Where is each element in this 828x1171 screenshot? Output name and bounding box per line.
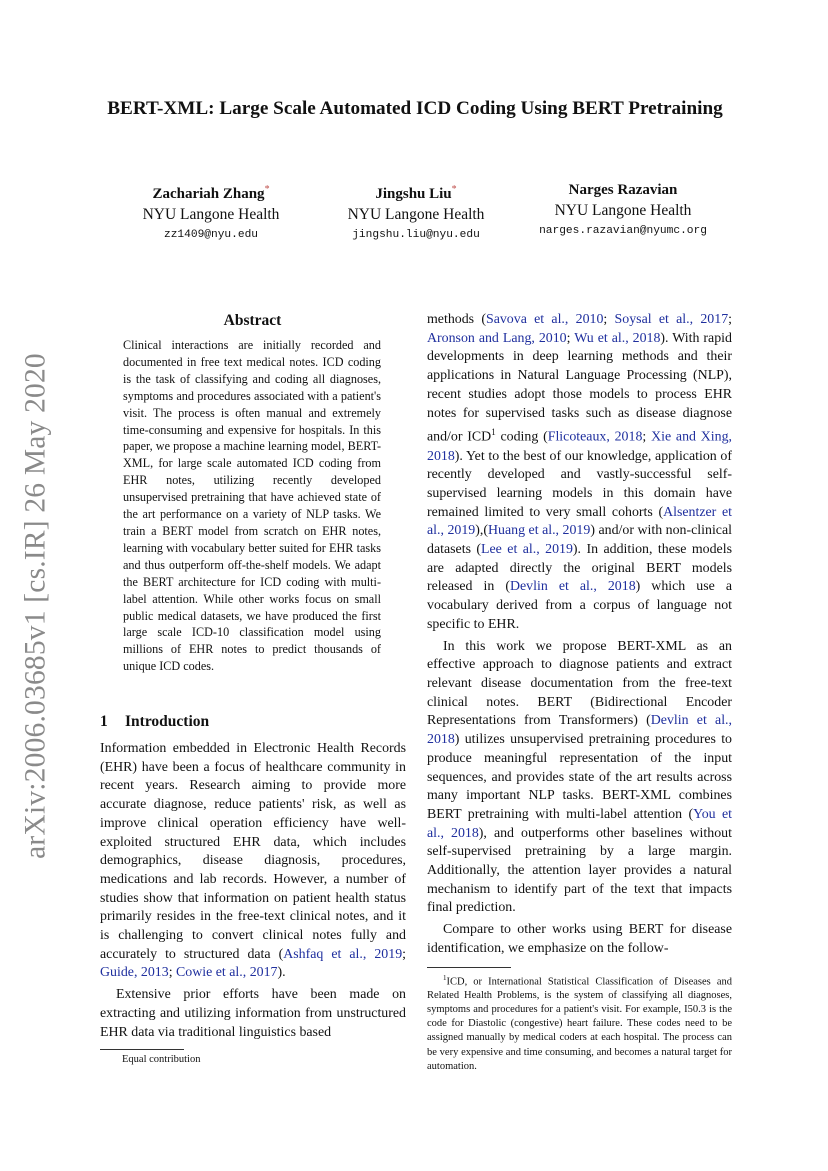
- author-3: [518, 180, 728, 241]
- footnote-rule: [100, 1049, 184, 1050]
- author-email[interactable]: zz1409@nyu.edu: [164, 229, 258, 241]
- equal-contribution-mark: *: [264, 184, 270, 195]
- abstract-text: Clinical interactions are initially recorded and documented in free text medical notes. ICD coding is the task of classifying and coding all diagnoses, symptoms and procedures associated with a patient's visit. The process is often manual and extremely time-consuming and expensive for hospitals. In this paper, we propose a machine learning model, BERT-XML, for large scale automated ICD coding from EHR notes, utilizing recently developed unsupervised pretraining that have achieved state of the art performance on a variety of NLP tasks. We train a BERT model from scratch on EHR notes, learning with vocabulary better suited for EHR tasks and thus outperform off-the-shelf models. We adapt the BERT architecture for ICD coding with multi-label attention. While other works focus on small public medical datasets, we have produced the first large scale ICD-10 classification model using millions of EHR notes to predict thousands of unique ICD codes.: [123, 338, 381, 674]
- citation-link[interactable]: Devlin et al., 2018: [509, 579, 636, 595]
- author-name: Jingshu Liu: [375, 186, 452, 202]
- citation-link[interactable]: Savova et al., 2010: [485, 312, 604, 327]
- section-heading-introduction: [100, 713, 209, 731]
- author-affiliation: NYU Langone Health: [142, 206, 280, 223]
- citation-link[interactable]: Aronson and Lang, 2010: [427, 330, 567, 346]
- arxiv-stamp-text: arXiv:2006.03685v1 [cs.IR] 26 May 2020: [19, 353, 52, 859]
- intro-paragraph-1: Information embedded in Electronic Health Records (EHR) have been a focus of healthcare community in recent years. Research aiming to provide more accurate diagnose, reduce patients' risk, as well as improve clinical operation efficiency have well-exploited structured EHR data, which includes demographics, disease diagnosis, procedures, medications and lab records. However, a number of studies show that information on patient health status primarily resides in the free-text clinical notes, and it is challenging to convert clinical notes fully and accurately to structured data (Ashfaq et al., 2019; Guide, 2013; Cowie et al., 2017).: [100, 741, 407, 981]
- author-affiliation: NYU Langone Health: [554, 202, 692, 219]
- author-2: [311, 180, 521, 245]
- intro-paragraph-3: methods (Savova et al., 2010; Soysal et al., 2017; Aronson and Lang, 2010; Wu et al., 2018). With rapid developments in deep learning methods and their applications in Natural Language Processing (NLP), recent studies adopt those models to process EHR notes for supervised tasks such as disease diagnose and/or ICD$^1$ coding (Flicoteaux, 2018; Xie and Xing, 2018). Yet to the best of our knowledge, application of recently developed and vastly-successful self-supervised learning models in this domain have remained limited to very small cohorts (Alsentzer et al., 2019),(Huang et al., 2019) and/or with non-clinical datasets (Lee et al., 2019). In addition, these models are adapted directly the original BERT models released in (Devlin et al., 2018) which use a vocabulary derived from a corpus of language not specific to EHR.: [427, 312, 733, 632]
- intro-paragraph-2: Extensive prior efforts have been made on extracting and utilizing information from unstructured EHR data via traditional linguistics based: [100, 987, 406, 1040]
- arxiv-identifier-stamp: [14, 353, 58, 859]
- author-affiliation: NYU Langone Health: [347, 206, 485, 223]
- paper-title: BERT-XML: Large Scale Automated ICD Coding Using BERT Pretraining: [107, 98, 723, 119]
- citation-link[interactable]: Guide, 2013: [100, 965, 169, 981]
- citation-link[interactable]: Devlin et al., 2018: [427, 713, 733, 748]
- author-name: Narges Razavian: [568, 182, 678, 198]
- section-title: Introduction: [125, 713, 210, 730]
- citation-link[interactable]: Xie and Xing, 2018: [427, 429, 732, 464]
- citation-link[interactable]: Cowie et al., 2017: [176, 965, 278, 981]
- author-1: [106, 180, 316, 245]
- footnote-equal-contribution: Equal contribution: [122, 1054, 201, 1066]
- abstract-heading: Abstract: [223, 312, 282, 329]
- citation-link[interactable]: Soysal et al., 2017: [614, 312, 729, 327]
- footnote-icd: [427, 971, 732, 1074]
- intro-paragraph-4: In this work we propose BERT-XML as an effective approach to diagnose patients and extract relevant disease documentation from the free-text clinical notes. BERT (Bidirectional Encoder Representations from Transformers) (Devlin et al., 2018) utilizes unsupervised pretraining procedures to produce meaningful representation of the input sequences, and provides state of the art results across many important NLP tasks. BERT-XML combines BERT pretraining with multi-label attention (You et al., 2018), and outperforms other baselines without self-supervised pretraining by a large margin. Additionally, the attention layer provides a natural mechanism to identify part of the text that impacts final prediction.: [427, 638, 733, 916]
- footnote-marker: 1: [443, 973, 447, 982]
- left-column: [100, 740, 406, 1067]
- citation-link[interactable]: Flicoteaux, 2018: [547, 429, 643, 445]
- right-column: [427, 311, 732, 1074]
- citation-link[interactable]: Ashfaq et al., 2019: [283, 946, 403, 962]
- equal-contribution-mark: *: [451, 184, 457, 195]
- citation-link[interactable]: You et al., 2018: [427, 806, 733, 841]
- author-name: Zachariah Zhang: [152, 186, 265, 202]
- section-number: 1: [100, 713, 108, 730]
- citation-link[interactable]: Lee et al., 2019: [481, 542, 573, 558]
- intro-paragraph-5: Compare to other works using BERT for disease identification, we emphasize on the follow-: [427, 922, 732, 956]
- footnote-rule: [427, 967, 511, 968]
- citation-link[interactable]: Wu et al., 2018: [574, 330, 661, 346]
- footnote-reference[interactable]: 1: [491, 427, 496, 438]
- footnote-text: ICD, or International Statistical Classification of Diseases and Related Health Problems, is the system of classifying all diagnoses, symptoms and procedures for a patient's visit. For example, I50.3 is the code for Diastolic (congestive) heart failure. These codes need to be assigned manually by medical coders at each hospital. The process can be very expensive and time consuming, and becomes a natural target for automation.: [427, 976, 732, 1072]
- citation-link[interactable]: Huang et al., 2019: [488, 523, 591, 539]
- author-email[interactable]: narges.razavian@nyumc.org: [539, 225, 707, 237]
- citation-link[interactable]: Alsentzer et al., 2019: [427, 504, 732, 539]
- author-email[interactable]: jingshu.liu@nyu.edu: [352, 229, 480, 241]
